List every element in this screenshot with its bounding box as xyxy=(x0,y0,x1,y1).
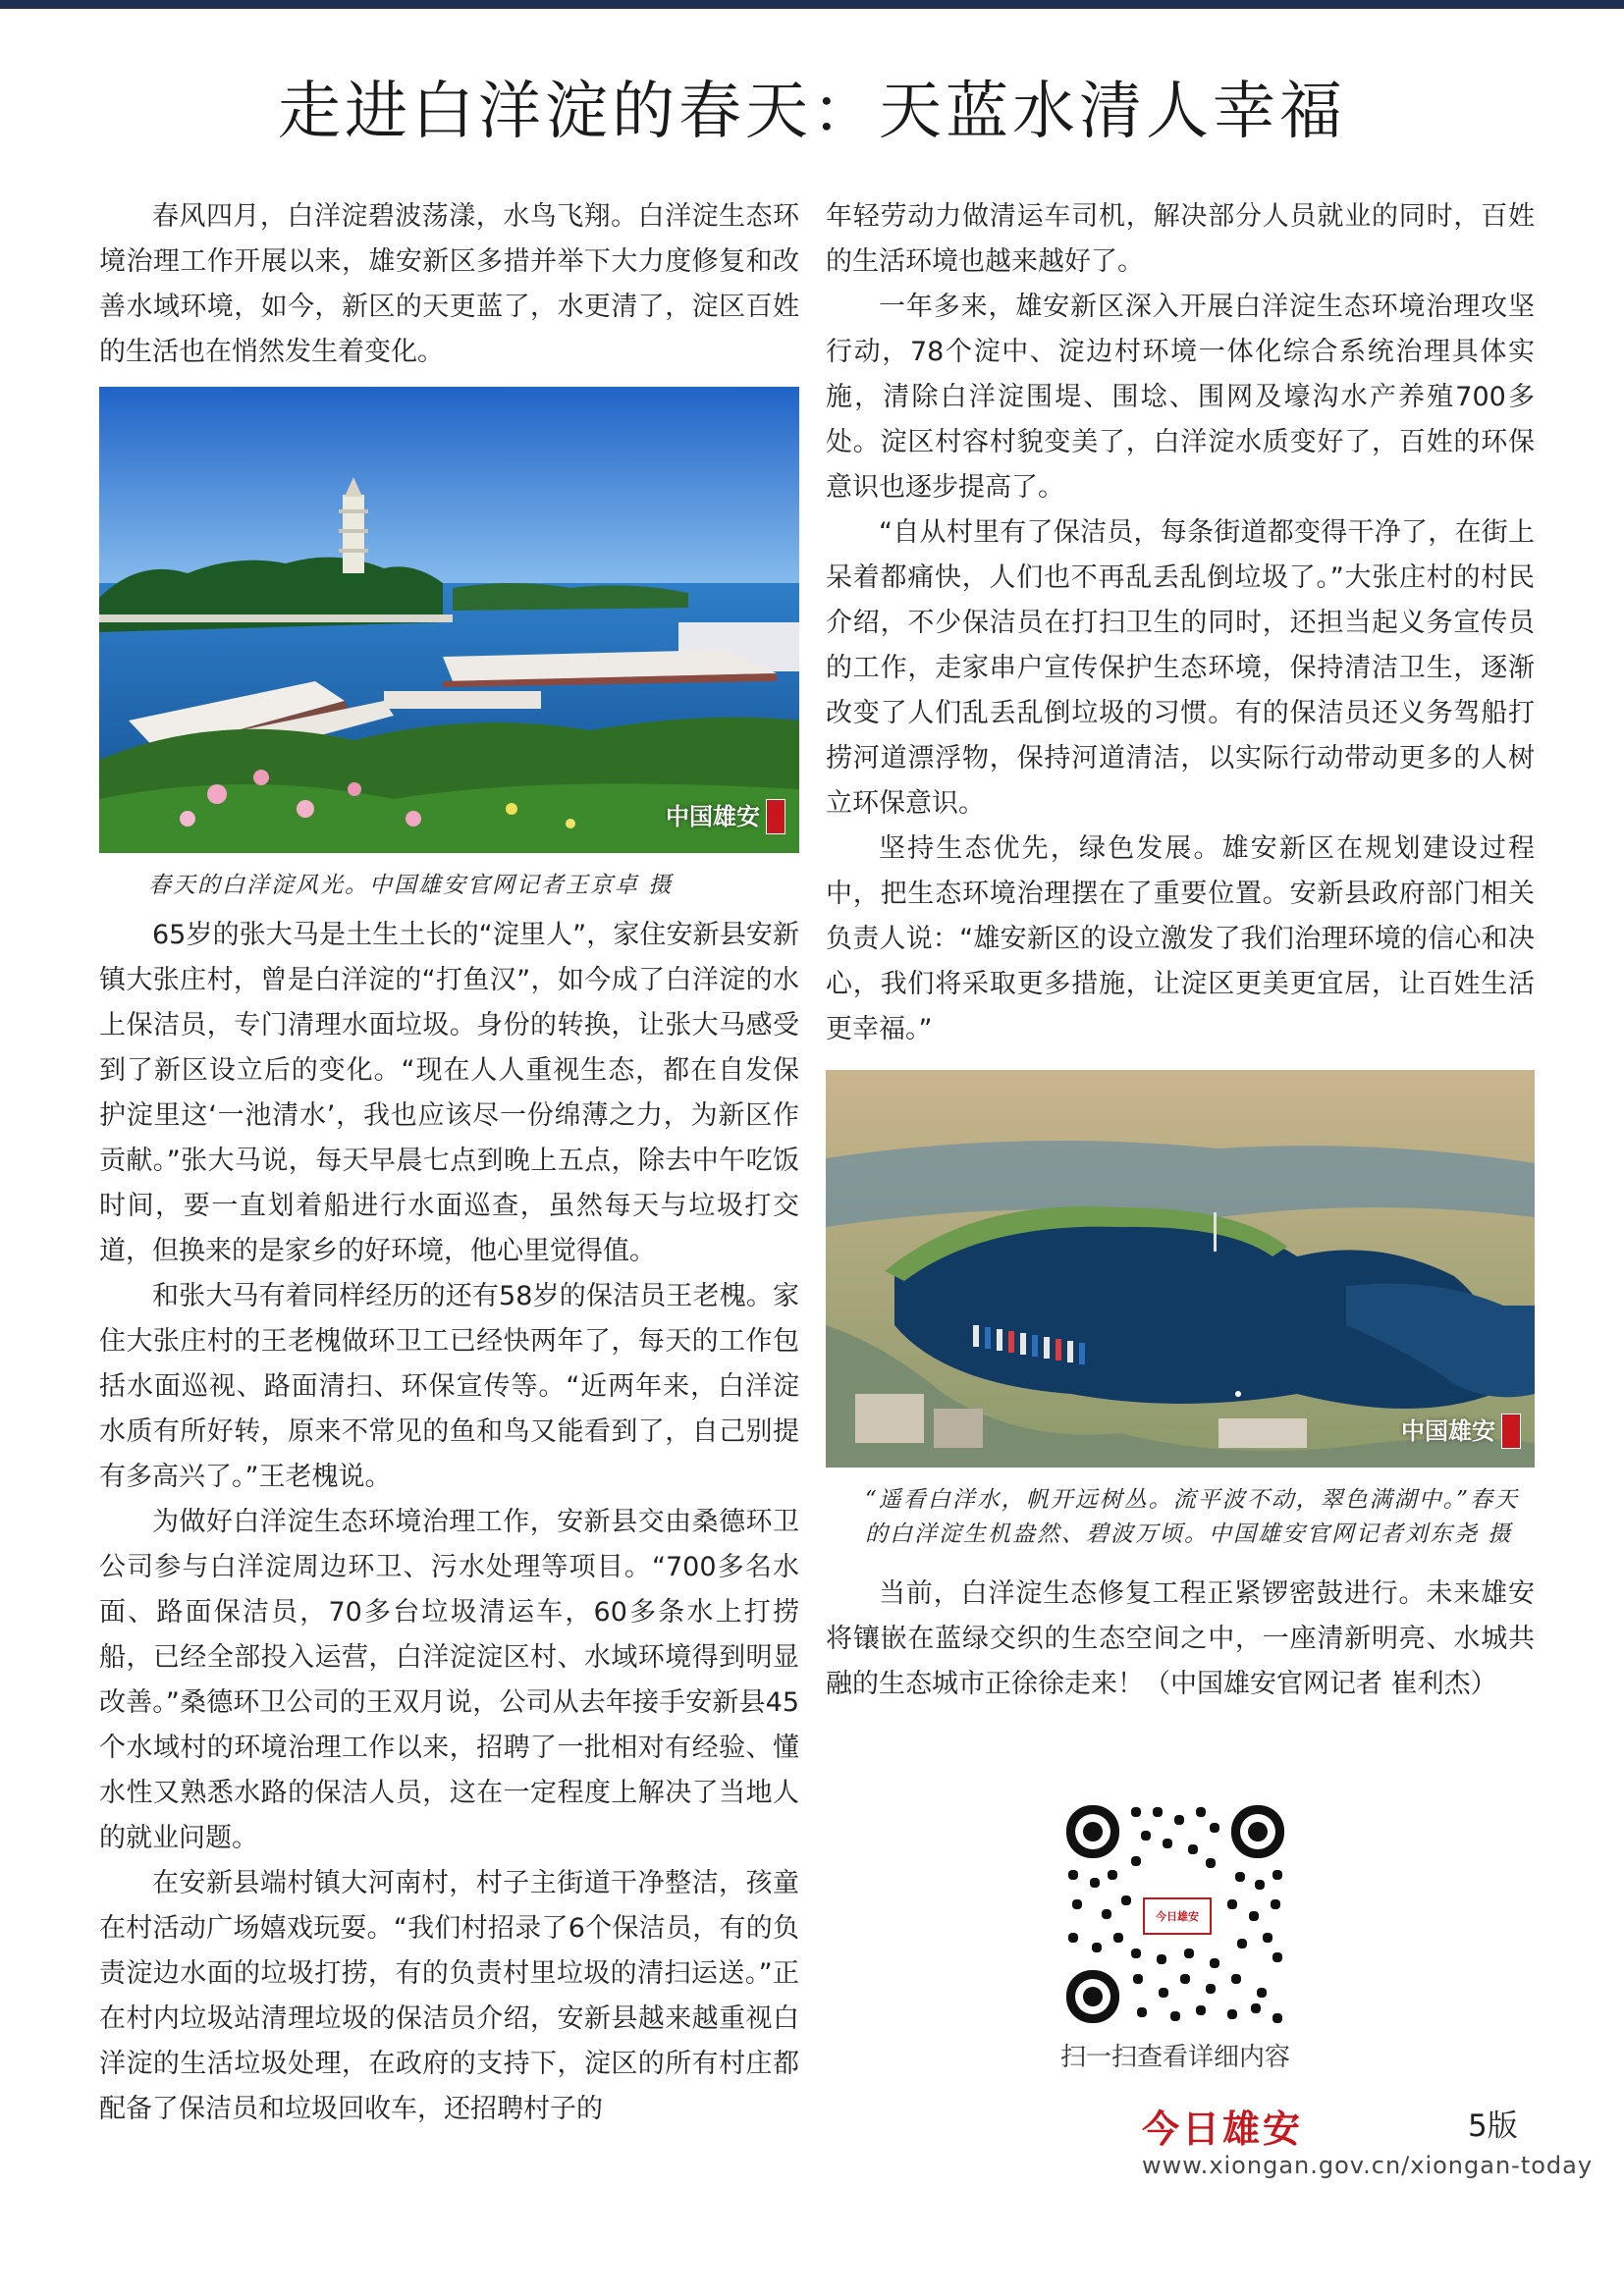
article-paragraph: 当前，白洋淀生态修复工程正紧锣密鼓进行。未来雄安将镶嵌在蓝绿交织的生态空间之中，一座清新明亮、水城共融的生态城市正徐徐走来！（中国雄安官网记者 崔利杰） xyxy=(826,1578,1535,1699)
article-paragraph: “自从村里有了保洁员，每条街道都变得干净了，在街上呆着都痛快，人们也不再乱丢乱倒垃圾了。”大张庄村的村民介绍，不少保洁员在打扫卫生的同时，还担当起义务宣传员的工作，走家串户宣传保护生态环境，保持清洁卫生，逐渐改变了人们乱丢乱倒垃圾的习惯。有的保洁员还义务驾船打捞河道漂浮物，保持河道清洁，以实际行动带动更多的人树立环保意识。 xyxy=(826,517,1535,819)
qr-label: 扫一扫查看详细内容 xyxy=(1059,2043,1290,2072)
qr-code[interactable] xyxy=(1062,1801,1288,2027)
qr-block xyxy=(1052,1801,1299,2073)
lake-pagoda-image xyxy=(99,387,799,853)
photo-caption: 春天的白洋淀风光。中国雄安官网记者王京卓 摄 xyxy=(148,873,674,898)
footer-brand-logo: 今日雄安 xyxy=(1142,2107,1304,2151)
article-paragraph: 为做好白洋淀生态环境治理工作，安新县交由桑德环卫公司参与白洋淀周边环卫、污水处理等项目。“700多名水面、路面保洁员，70多台垃圾清运车，60多条水上打捞船，已经全部投入运营，白洋淀淀区村、水域环境得到明显改善。”桑德环卫公司的王双月说，公司从去年接手安新县45个水域村的环境治理工作以来，招聘了一批相对有经验、懂水性又熟悉水路的保洁人员，这在一定程度上解决了当地人的就业问题。 xyxy=(99,1507,799,1853)
photo-watermark: 中国雄安 xyxy=(666,794,785,839)
photo-caption: “遥看白洋水，帆开远树丛。流平波不动，翠色满湖中。”春天的白洋淀生机盎然、碧波万顷。中国雄安官网记者刘东尧 摄 xyxy=(865,1487,1520,1547)
footer-url[interactable]: www.xiongan.gov.cn/xiongan-today xyxy=(1142,2152,1594,2179)
article-paragraph: 坚持生态优先，绿色发展。雄安新区在规划建设过程中，把生态环境治理摆在了重要位置。安新县政府部门相关负责人说：“雄安新区的设立激发了我们治理环境的信心和决心，我们将采取更多措施，让淀区更美更宜居，让百姓生活更幸福。” xyxy=(826,833,1535,1044)
page-title: 走进白洋淀的春天：天蓝水清人幸福 xyxy=(278,76,1346,148)
article-paragraph: 一年多来，雄安新区深入开展白洋淀生态环境治理攻坚行动，78个淀中、淀边村环境一体化综合系统治理具体实施，清除白洋淀围堤、围埝、围网及壕沟水产养殖700多处。淀区村容村貌变美了，白洋淀水质变好了，百姓的环保意识也逐步提高了。 xyxy=(826,292,1535,503)
article-paragraph: 春风四月，白洋淀碧波荡漾，水鸟飞翔。白洋淀生态环境治理工作开展以来，雄安新区多措并举下大力度修复和改善水域环境，如今，新区的天更蓝了，水更清了，淀区百姓的生活也在悄然发生着变化。 xyxy=(99,201,799,367)
left-column xyxy=(99,194,799,2132)
article-paragraph: 65岁的张大马是土生土长的“淀里人”，家住安新县安新镇大张庄村，曾是白洋淀的“打鱼汉”，如今成了白洋淀的水上保洁员，专门清理水面垃圾。身份的转换，让张大马感受到了新区设立后的变化。“现在人人重视生态，都在自发保护淀里这‘一池清水’，我也应该尽一份绵薄之力，为新区作贡献。”张大马说，每天早晨七点到晚上五点，除去中午吃饭时间，要一直划着船进行水面巡查，虽然每天与垃圾打交道，但换来的是家乡的好环境，他心里觉得值。 xyxy=(99,920,799,1266)
article-paragraph: 在安新县端村镇大河南村，村子主街道干净整洁，孩童在村活动广场嬉戏玩耍。“我们村招录了6个保洁员，有的负责淀边水面的垃圾打捞，有的负责村里垃圾的清扫运送。”正在村内垃圾站清理垃圾的保洁员介绍，安新县越来越重视白洋淀的生活垃圾处理，在政府的支持下，淀区的所有村庄都配备了保洁员和垃圾回收车，还招聘村子的 xyxy=(99,1868,799,2124)
aerial-lake-photo xyxy=(826,1070,1535,1468)
article-paragraph: 年轻劳动力做清运车司机，解决部分人员就业的同时，百姓的生活环境也越来越好了。 xyxy=(826,201,1535,277)
article-paragraph: 和张大马有着同样经历的还有58岁的保洁员王老槐。家住大张庄村的王老槐做环卫工已经快两年了，每天的工作包括水面巡视、路面清扫、环保宣传等。“近两年来，白洋淀水质有所好转，原来不常见的鱼和鸟又能看到了，自己别提有多高兴了。”王老槐说。 xyxy=(99,1281,799,1492)
right-column xyxy=(826,194,1535,1707)
photo-watermark: 中国雄安 xyxy=(1401,1409,1521,1454)
lake-pagoda-photo xyxy=(99,387,799,853)
qr-center-logo: 今日雄安 xyxy=(1143,1897,1212,1935)
top-bar xyxy=(0,0,1624,9)
page-number: 5版 xyxy=(1468,2109,1518,2144)
